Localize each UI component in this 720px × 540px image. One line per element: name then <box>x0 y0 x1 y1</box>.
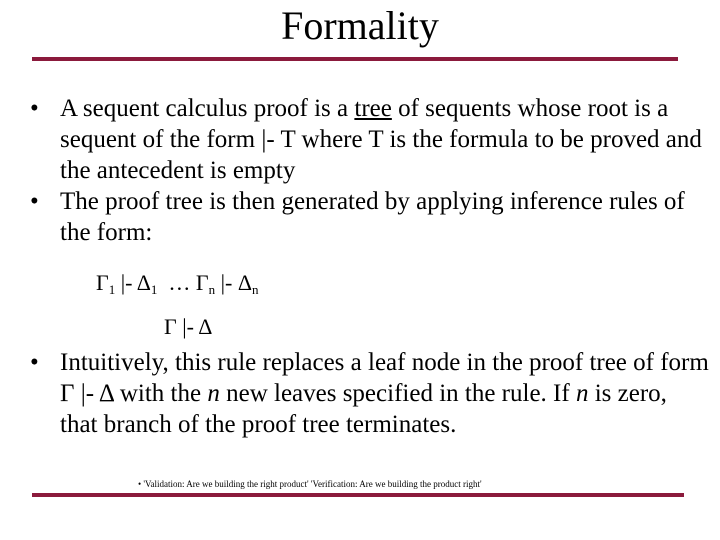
bullet-marker: • <box>30 349 39 376</box>
bullet3-n-italic: n <box>207 380 220 407</box>
gamma-symbol: Γ <box>195 270 209 295</box>
bullet3-n-italic: n <box>575 380 589 407</box>
bullet3-text-2: new leaves specified in the rule. If <box>219 380 576 407</box>
delta-symbol: Δ <box>198 314 213 339</box>
bullet-item-2 <box>30 186 710 248</box>
bullet1-underlined-word: tree <box>354 95 392 122</box>
delta-symbol: Δ <box>237 270 253 295</box>
delta-symbol: Δ <box>136 270 151 295</box>
footnote: • 'Validation: Are we building the right product' 'Verification: Are we building the product right' <box>138 479 482 489</box>
gamma-symbol: Γ <box>164 314 177 339</box>
footer-divider <box>32 493 684 497</box>
bullet2-text: The proof tree is then generated by applying inference rules of the form: <box>60 188 685 246</box>
inference-conclusion <box>164 312 212 342</box>
bullet-list-continued <box>30 347 710 440</box>
bullet3-text-1: Intuitively, this rule replaces a leaf node in the proof tree of form Γ |- Δ with the <box>60 349 709 407</box>
ellipsis: … <box>168 270 191 295</box>
subscript-n: n <box>208 282 216 297</box>
bullet-list <box>30 93 710 248</box>
bullet-marker: • <box>30 95 39 122</box>
bullet-marker: • <box>30 188 39 215</box>
inference-premises <box>96 268 259 305</box>
turnstile: |- <box>182 314 194 339</box>
bullet-item-3 <box>30 347 710 440</box>
bullet-item-1 <box>30 93 710 186</box>
gamma-symbol: Γ <box>96 270 109 295</box>
turnstile: |- <box>220 270 233 295</box>
slide-title: Formality <box>281 3 439 48</box>
subscript-n: n <box>252 282 259 297</box>
bullet1-text-start: A sequent calculus proof is a <box>60 95 355 122</box>
turnstile: |- <box>120 270 133 295</box>
bullet1-text-end: of sequents whose root is a sequent of the form |- T where T is the formula to be proved and the antecedent is empty <box>60 95 702 184</box>
title-divider <box>32 57 678 61</box>
bullet3-text-3: is zero, that branch of the proof tree terminates. <box>60 380 667 438</box>
subscript-1: 1 <box>150 282 158 297</box>
subscript-1: 1 <box>108 282 116 297</box>
